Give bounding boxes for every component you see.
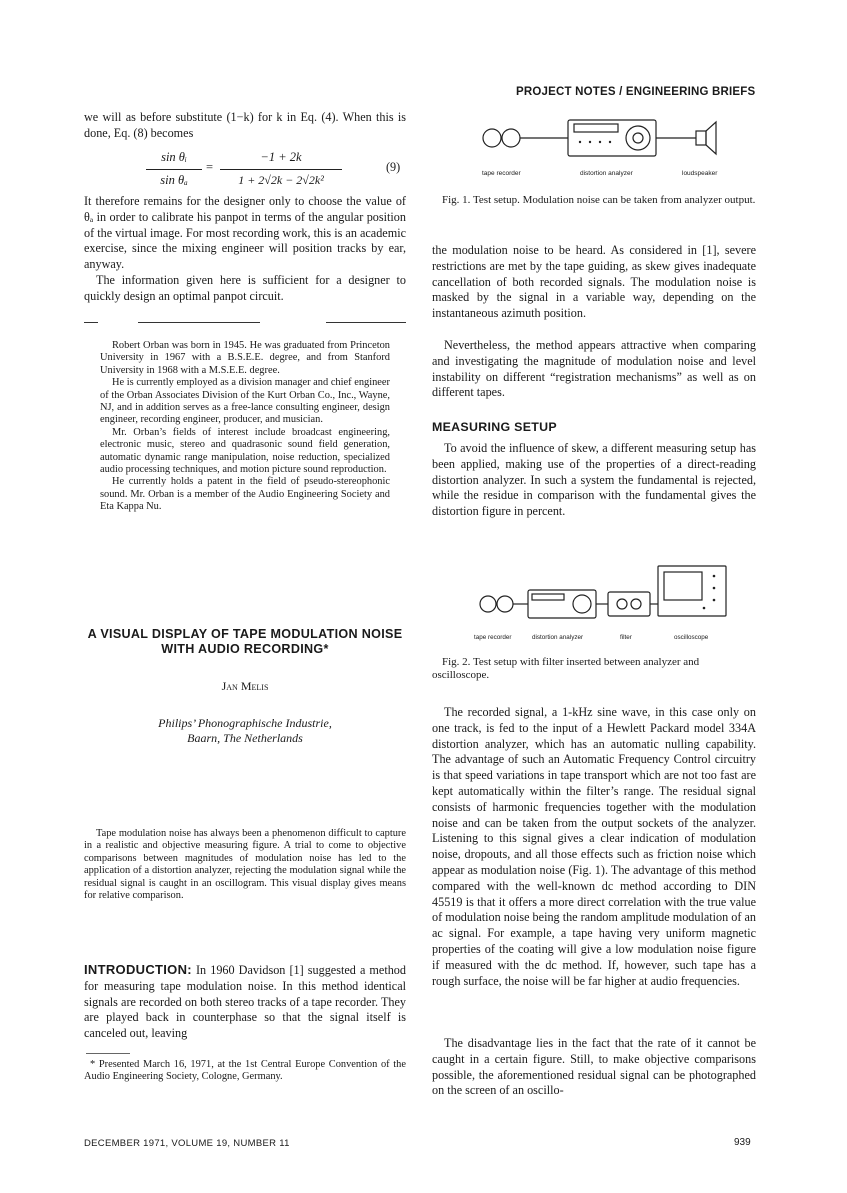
paragraph-nevertheless: Nevertheless, the method appears attractive when comparing and investigating the magnitude of modulation noise and level instability on different “registration mechanisms” as well as on different tapes. [432, 338, 756, 400]
affiliation-line: Philips’ Phonographische Industrie, [158, 716, 332, 730]
loudspeaker-icon [696, 131, 706, 145]
tape-reel-icon [502, 129, 520, 147]
paragraph-modulation-noise: the modulation noise to be heard. As considered in [1], severe restrictions are met by the tape guiding, as skew gives inadequate cancellation of both recorded signals. The modulation noise is masked by the signal in a variable way, depending on the instantaneous azimuth position. [432, 243, 756, 321]
eq-lhs-numerator: sin θᵢ [161, 150, 187, 164]
eq-number: (9) [386, 160, 401, 174]
affiliation [84, 716, 406, 746]
tape-reel-icon [497, 596, 513, 612]
oscilloscope-icon [658, 566, 726, 616]
running-header: PROJECT NOTES / ENGINEERING BRIEFS [516, 86, 756, 98]
separator-rule [84, 322, 98, 323]
filter-icon [608, 592, 650, 616]
paragraph-skew: To avoid the influence of skew, a different measuring setup has been applied, making use of the properties of a direct-reading distortion analyzer. In such a system the fundamental is rejected, while the residue in comparison with the fundamental gives the distortion figure in percent. [432, 441, 756, 519]
eq-lhs-fraction-bar [146, 169, 202, 170]
author-bio [100, 340, 390, 514]
intro-continuation: we will as before substitute (1−k) for k in Eq. (4). When this is done, Eq. (8) becomes [84, 110, 406, 140]
page-number: 939 [734, 1137, 751, 1148]
bio-paragraph: He is currently employed as a division manager and chief engineer of the Orban Associates Division of the Kurt Orban Co., Inc., Wayne, NJ, and in addition serves as a free-lance consulting engineer, design engineer, recording engineer, producer, and musician. [100, 377, 390, 426]
figure-2 [470, 562, 750, 642]
author-name: Jan Melis [221, 679, 269, 693]
figure-2-diagram [470, 562, 750, 642]
fig1-label: tape recorder [482, 170, 521, 177]
fig2-label: oscilloscope [674, 634, 709, 641]
bio-paragraph: He currently holds a patent in the field of pseudo-stereophonic sound. Mr. Orban is a member of the Audio Engineering Society and Eta Kappa Nu. [100, 476, 390, 513]
eq-lhs-denominator: sin θₐ [160, 173, 188, 187]
eq-rhs-numerator: −1 + 2k [260, 150, 302, 164]
separator-rule [138, 322, 260, 323]
introduction-heading: INTRODUCTION: [84, 962, 192, 977]
tape-reel-icon [483, 129, 501, 147]
figure-1-caption: Fig. 1. Test setup. Modulation noise can be taken from analyzer output. [442, 194, 756, 206]
fig1-label: loudspeaker [682, 170, 718, 177]
figure-1 [470, 110, 750, 180]
footnote-rule [86, 1053, 130, 1054]
figure-2-caption: Fig. 2. Test setup with filter inserted between analyzer and oscilloscope. [432, 656, 700, 682]
eq-equals: = [206, 160, 214, 174]
introduction-body: In 1960 Davidson [1] suggested a method for measuring tape modulation noise. In this method identical signals are recorded on both stereo tracks of a tape recorder. They are played back in counterphase so that the signal itself is canceled out, leaving [84, 963, 406, 1041]
eq-rhs-fraction-bar [220, 169, 342, 170]
paragraph-designer: It therefore remains for the designer only to choose the value of θₐ in order to calibrate his panpot in terms of the angular position of the virtual image. For most recording work, this is an academic exercise, since the mixing engineer will position tracks by ear, anyway. [84, 194, 406, 272]
introduction-section [84, 962, 406, 1042]
paragraph-recorded-signal: The recorded signal, a 1-kHz sine wave, in this case only on one track, is fed to the input of a Hewlett Packard model 334A distortion analyzer, which has an automatic nulling capability. The advantage of such an Automatic Frequency Control circuitry is that speed variations in tape transport which are not too fast are kept automatically within the filter’s range. The residual signal consists of harmonic frequencies together with the modulation noise and can be taken from the output sockets of the analyzer. Listening to this signal gives a clear indication of modulation noise, dropouts, and all those effects such as friction noise which appear as modulation noise (Fig. 1). The advantage of this method compared with the well-known dc method according to DIN 45519 is that it offers a more direct correlation with the true value of modulation noise being the random amplitude modulation of an ac signal. For example, a tape having very uniform magnetic properties of the coating will give a low modulation noise figure if measured with the dc method. If, however, such tape has a rough surface, the noise will be far higher at audio frequencies. [432, 705, 756, 988]
tape-reel-icon [480, 596, 496, 612]
equation-9 [140, 148, 410, 192]
paragraph-panpot: The information given here is sufficient for a designer to quickly design an optimal panpot circuit. [84, 273, 406, 303]
footer-issue: DECEMBER 1971, VOLUME 19, NUMBER 11 [84, 1138, 290, 1149]
article-title: A VISUAL DISPLAY OF TAPE MODULATION NOISE WITH AUDIO RECORDING* [87, 627, 403, 656]
separator-rule [326, 322, 406, 323]
paragraph-disadvantage: The disadvantage lies in the fact that the rate of it cannot be caught in a certain figure. Still, to make objective comparisons possible, the aforementioned residual signal can be photographed on the screen of an oscillo- [432, 1036, 756, 1098]
bio-paragraph: Robert Orban was born in 1945. He was graduated from Princeton University in 1967 with a B.S.E.E. degree, and from Stanford University in 1968 with a M.S.E.E. degree. [100, 340, 390, 376]
affiliation-line: Baarn, The Netherlands [187, 731, 303, 745]
fig2-label: filter [620, 634, 632, 641]
fig2-label: tape recorder [474, 634, 512, 641]
bio-paragraph: Mr. Orban’s fields of interest include broadcast engineering, electronic music, stereo and quadrasonic sound field generation, automatic dynamic range manipulation, noise reduction, specialized audio processing techniques, and motion picture sound reproduction. [100, 426, 390, 476]
fig2-label: distortion analyzer [532, 634, 584, 641]
abstract: Tape modulation noise has always been a phenomenon difficult to capture in a realistic and objective measuring figure. A trial to come to objective comparisons between magnitudes of modulation noise has led to the application of a distortion analyzer, rejecting the modulation signal while the residual signal is caught in an oscillogram. This visual display gives means for relative comparison. [84, 828, 406, 902]
footnote: * Presented March 16, 1971, at the 1st Central Europe Convention of the Audio Engineering Society, Cologne, Germany. [84, 1059, 406, 1083]
fig1-label: distortion analyzer [580, 170, 633, 177]
measuring-setup-heading: MEASURING SETUP [432, 420, 557, 434]
eq-rhs-denominator: 1 + 2√2k − 2√2k² [238, 173, 324, 187]
